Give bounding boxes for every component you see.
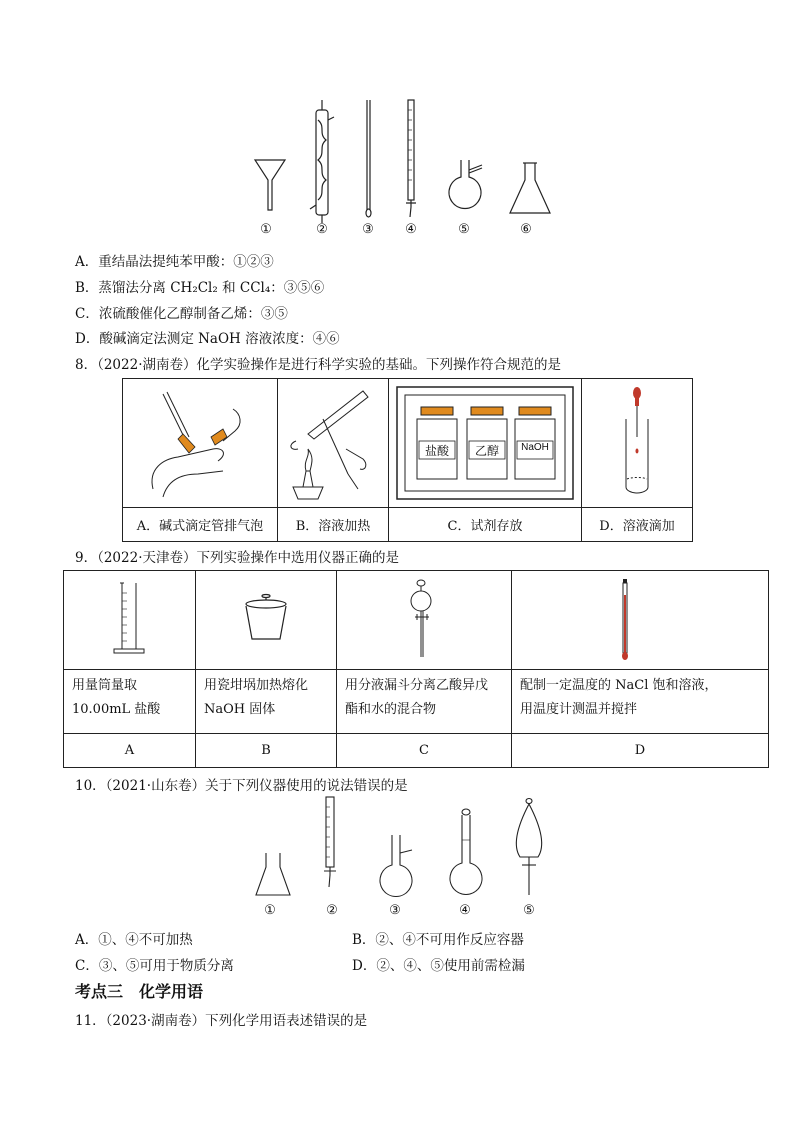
q10-pear-funnel-shape xyxy=(516,804,541,857)
q9-desc-c-line1: 用分液漏斗分离乙酸异戊 xyxy=(345,678,489,693)
q7-fig-label-5: ⑤ xyxy=(458,222,470,237)
q8-caption-d: D．溶液滴加 xyxy=(582,508,693,542)
q10-option-b: B．②、④不可用作反应容器 xyxy=(352,932,524,948)
q7-fig-label-1: ① xyxy=(260,222,272,237)
q7-fig-label-4: ④ xyxy=(405,222,417,237)
q9-image-a xyxy=(64,571,196,670)
q9-letter-d: D xyxy=(512,734,769,768)
q7-option-c: C．浓硫酸催化乙醇制备乙烯：③⑤ xyxy=(75,306,288,322)
q7-fig-label-3: ③ xyxy=(362,222,374,237)
q10-fig-label-3: ③ xyxy=(389,903,401,918)
q10-fig-label-2: ② xyxy=(326,903,338,918)
q8-image-b xyxy=(278,379,389,508)
crucible-drawing xyxy=(196,571,336,669)
q7-fig-label-6: ⑥ xyxy=(520,222,532,237)
section-heading: 考点三 化学用语 xyxy=(75,982,204,1001)
q9-desc-b-line1: 用瓷坩埚加热熔化 xyxy=(204,678,309,693)
q8-image-c xyxy=(389,379,582,508)
q9-desc-b xyxy=(196,670,337,734)
q7-option-a: A．重结晶法提纯苯甲酸：①②③ xyxy=(75,254,274,270)
bottle-label-naoh: NaOH xyxy=(521,442,549,453)
q10-fig-label-4: ④ xyxy=(459,903,471,918)
q10-distillation-flask-shape xyxy=(380,835,412,896)
q9-image-c xyxy=(337,571,512,670)
q9-desc-b-line2: NaOH 固体 xyxy=(204,702,276,717)
q10-burette-shape xyxy=(326,797,334,867)
q9-letter-b: B xyxy=(196,734,337,768)
q9-desc-d-line1: 配制一定温度的 NaCl 饱和溶液， xyxy=(520,678,718,693)
q8-image-d xyxy=(582,379,693,508)
q9-options-table xyxy=(63,570,769,768)
q9-desc-a xyxy=(64,670,196,734)
q8-stem: 8．（2022·湖南卷）化学实验操作是进行科学实验的基础。下列操作符合规范的是 xyxy=(75,357,561,373)
q9-desc-c-line2: 酯和水的混合物 xyxy=(345,702,437,717)
q9-desc-a-line2: 10.00mL 盐酸 xyxy=(72,702,161,717)
q10-option-d: D．②、④、⑤使用前需检漏 xyxy=(352,958,525,974)
q8-caption-b: B．溶液加热 xyxy=(278,508,389,542)
funnel-shape xyxy=(255,160,285,210)
dropper-drawing xyxy=(582,379,692,507)
test-tube-heating-drawing xyxy=(278,379,388,507)
q7-apparatus-figure xyxy=(250,95,560,225)
q7-option-d: D．酸碱滴定法测定 NaOH 溶液浓度：④⑥ xyxy=(75,331,340,347)
separatory-funnel-drawing xyxy=(337,571,511,669)
conical-flask-shape xyxy=(510,163,550,213)
q10-apparatus-drawing xyxy=(250,795,560,900)
bottle-label-hcl: 盐酸 xyxy=(424,444,449,458)
q10-fig-label-5: ⑤ xyxy=(523,903,535,918)
q9-desc-a-line1: 用量筒量取 xyxy=(72,678,138,693)
thermometer-drawing xyxy=(512,571,768,669)
q8-caption-a: A．碱式滴定管排气泡 xyxy=(123,508,278,542)
q7-fig-label-2: ② xyxy=(316,222,328,237)
q7-apparatus-drawing xyxy=(250,95,560,225)
q10-fig-label-1: ① xyxy=(264,903,276,918)
q11-stem: 11．（2023·湖南卷）下列化学用语表述错误的是 xyxy=(75,1013,368,1029)
q7-option-b: B．蒸馏法分离 CH₂Cl₂ 和 CCl₄：③⑤⑥ xyxy=(75,280,325,296)
q9-desc-d xyxy=(512,670,769,734)
q8-caption-c: C．试剂存放 xyxy=(389,508,582,542)
q10-stem: 10．（2021·山东卷）关于下列仪器使用的说法错误的是 xyxy=(75,778,408,794)
q10-option-c: C．③、⑤可用于物质分离 xyxy=(75,958,234,974)
q9-letter-c: C xyxy=(337,734,512,768)
q10-conical-flask-shape xyxy=(256,853,290,895)
q10-option-a: A．①、④不可加热 xyxy=(75,932,193,948)
q10-volumetric-flask-shape xyxy=(450,815,482,894)
q9-stem: 9．（2022·天津卷）下列实验操作中选用仪器正确的是 xyxy=(75,550,399,566)
q8-image-a xyxy=(123,379,278,508)
q9-desc-c xyxy=(337,670,512,734)
q9-desc-d-line2: 用温度计测温并搅拌 xyxy=(520,702,638,717)
q9-letter-a: A xyxy=(64,734,196,768)
q10-apparatus-figure xyxy=(250,795,560,900)
q8-options-table xyxy=(122,378,693,542)
q9-image-b xyxy=(196,571,337,670)
bottle-label-ethanol: 乙醇 xyxy=(474,444,499,458)
graduated-cylinder-drawing xyxy=(64,571,195,669)
burette-bubble-drawing xyxy=(123,379,277,507)
q9-image-d xyxy=(512,571,769,670)
